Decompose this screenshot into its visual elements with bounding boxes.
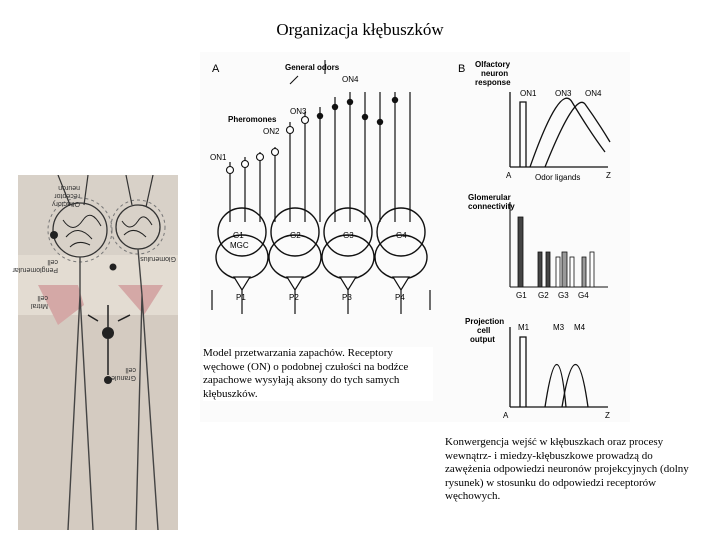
projection-label-p2: P2: [289, 293, 299, 302]
proj-x-start: A: [503, 411, 509, 420]
glomerulus-label-mgc: MGC: [230, 241, 249, 250]
glomerulus-label-g1: G1: [233, 231, 244, 240]
glomerulus-label-g3: G3: [343, 231, 354, 240]
photo-label-periglomerular: Periglomerular cell: [12, 258, 58, 273]
projection-label-p4: P4: [395, 293, 405, 302]
receptor-title-3: response: [475, 78, 511, 87]
proj-title-1: Projection: [465, 317, 505, 326]
receptor-x-label: Odor ligands: [535, 173, 581, 182]
receptor-title-1: Olfactory: [475, 60, 511, 69]
caption-left: Model przetwarzania zapachów. Receptory węchowe (ON) o podobnej czułości na bodźce zapachowe wysyłają aksony do tych samych kłębuszków.: [203, 347, 433, 401]
on4-label: ON4: [342, 75, 359, 84]
photo-labels: [12, 175, 178, 530]
glom-label-g4: G4: [578, 291, 589, 300]
glom-label-g3: G3: [558, 291, 569, 300]
projection-label-p3: P3: [342, 293, 352, 302]
pheromones-label: Pheromones: [228, 115, 277, 124]
proj-x-end: Z: [605, 411, 610, 420]
receptor-series-on4: ON4: [585, 89, 602, 98]
photo-label-receptor: Olfactory receptor neuron: [51, 184, 80, 207]
glom-title-2: connectivity: [468, 202, 515, 211]
receptor-x-end: Z: [606, 171, 611, 180]
receptor-title-2: neuron: [481, 69, 509, 78]
panel-b-letter: B: [458, 63, 466, 75]
caption-right: Konwergencja wejść w kłębuszkach oraz procesy wewnątrz- i miedzy-kłębuszkowe prowadzą do zawężenia odpowiedzi neuronów projekcyjnych (dolny rysunek) w stosunku do odpowiedzi receptorów węchowych.: [445, 436, 695, 504]
glomerulus-label-g4: G4: [396, 231, 407, 240]
on3-label: ON3: [290, 107, 307, 116]
receptor-x-start: A: [506, 171, 512, 180]
panel-a-letter: A: [212, 63, 220, 75]
glom-label-g1: G1: [516, 291, 527, 300]
page-title: Organizacja kłębuszków: [276, 20, 444, 39]
proj-title-3: output: [470, 335, 495, 344]
photo-label-granule: Granule cell: [111, 366, 136, 381]
on1-label: ON1: [210, 153, 227, 162]
glomerulus-label-g2: G2: [290, 231, 301, 240]
proj-series-m1: M1: [518, 323, 530, 332]
proj-title-2: cell: [477, 326, 491, 335]
proj-series-m3: M3: [553, 323, 565, 332]
photo-label-glomerulus: Glomerulus: [140, 255, 176, 262]
projection-label-p1: P1: [236, 293, 246, 302]
proj-series-m4: M4: [574, 323, 586, 332]
glom-label-g2: G2: [538, 291, 549, 300]
receptor-series-on3: ON3: [555, 89, 572, 98]
receptor-series-on1: ON1: [520, 89, 537, 98]
general-odors-label: General odors: [285, 63, 340, 72]
glom-title-1: Glomerular: [468, 193, 511, 202]
photo-label-mitral: Mitral cell: [30, 294, 48, 309]
on2-label: ON2: [263, 127, 280, 136]
